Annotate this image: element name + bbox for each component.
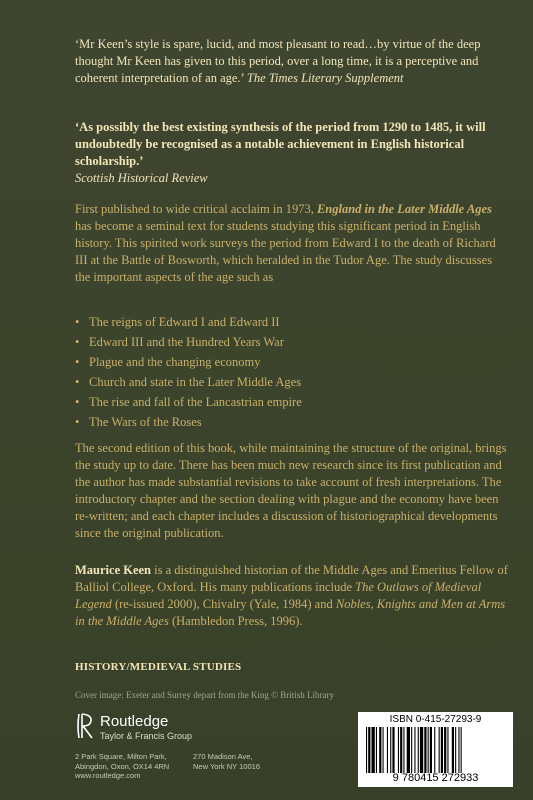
quote-source: The Times Literary Supplement [246,71,404,85]
address-line: 270 Madison Ave, [193,752,253,761]
blurb-second-edition: The second edition of this book, while maintaining the structure of the original, brings the study up to date. There has been much new research since its first publication and the author has made substantial revisions to take account of fresh interpretations. The introductory chapter and the section dealing with plague and the economy have been re-written; and each chapter includes a discussion of historiographical developments since the original publication. [75,441,507,540]
quote-source: Scottish Historical Review [75,171,208,185]
book-title: England in the Later Middle Ages [316,202,492,216]
list-item: • The Wars of the Roses [75,414,302,434]
address-line: Abingdon, Oxon, OX14 4RN [75,761,170,771]
blurb-intro [75,201,510,286]
subject-category: HISTORY/MEDIEVAL STUDIES [75,661,242,673]
quote-text: ‘As possibly the best existing synthesis of the period from 1290 to 1485, it will undoubtedly be recognised as a notable achievement in English historical scholarship.’ [75,120,486,168]
uk-address [75,752,169,781]
bio-text: (re-issued 2000), Chivalry (Yale, 1984) and [114,597,333,611]
work-title: The Outlaws of Medieval Legend [75,580,482,611]
routledge-logo-icon [75,712,95,740]
blurb-text: First published to wide critical acclaim in 1973, [75,202,314,216]
barcode [358,712,513,787]
isbn-label: ISBN 0-415-27293-9 [389,714,482,725]
address-line: New York NY 10016 [193,761,260,771]
address-line: www.routledge.com [75,771,141,780]
review-quote [75,36,505,87]
list-item: • The rise and fall of the Lancastrian empire [75,394,302,414]
barcode-number: 9 780415 272933 [392,772,479,784]
topic-list [75,314,302,434]
list-item: • The reigns of Edward I and Edward II [75,314,302,334]
us-address [193,752,260,771]
bio-text: is a distinguished historian of the Middle Ages and Emeritus Fellow of Balliol College, Oxford. His many publications include [75,563,508,594]
author-bio [75,562,510,630]
list-item: • Edward III and the Hundred Years War [75,334,302,354]
list-item: • Plague and the changing economy [75,354,302,374]
blurb-text: has become a seminal text for students studying this significant period in English history. This spirited work surveys the period from Edward I to the death of Richard III at the Battle of Bosworth, which heralded in the Tudor Age. The study discusses the important aspects of the age such as [75,219,496,284]
bio-text: (Hambledon Press, 1996). [171,614,303,628]
address-line: 2 Park Square, Milton Park, [75,752,167,761]
list-item: • Church and state in the Later Middle Ages [75,374,302,394]
review-quote [75,119,505,187]
cover-credit: Cover image: Exeter and Surrey depart from the King © British Library [75,690,335,700]
work-title: Nobles, Knights and Men at Arms in the Middle Ages [75,597,506,628]
publisher-imprint: Taylor & Francis Group [100,731,193,741]
author-name: Maurice Keen [75,563,152,577]
publisher-name: Routledge [100,713,169,730]
barcode-bars [366,727,506,773]
quote-text: ‘Mr Keen’s style is spare, lucid, and most pleasant to read…by virtue of the deep thought Mr Keen has given to this period, over a long time, it is a perceptive and coherent interpretation of an age.’ [75,37,481,85]
